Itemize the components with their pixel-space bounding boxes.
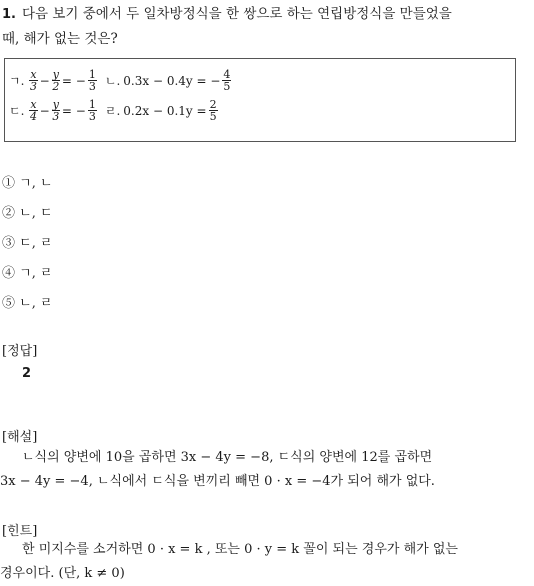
label-rieul: ㄹ. [104, 104, 121, 118]
explanation-heading: [해설] [2, 430, 38, 445]
fraction-denominator: 5 [223, 80, 231, 93]
answer-value: 2 [22, 366, 32, 381]
question [2, 2, 532, 51]
fraction-denominator: 4 [30, 110, 38, 123]
hint-heading: [힌트] [2, 524, 38, 539]
fraction-numerator: 4 [223, 68, 231, 81]
option-4[interactable]: ④ ㄱ, ㄹ [2, 266, 53, 281]
option-1[interactable]: ① ㄱ, ㄴ [2, 176, 53, 191]
question-text-line1: 다음 보기 중에서 두 일차방정식을 한 쌍으로 하는 연립방정식을 만들었을 [21, 6, 452, 22]
fraction-numerator: 2 [209, 98, 217, 111]
fraction-denominator: 3 [88, 80, 96, 93]
choices-box [4, 58, 516, 142]
fraction-1-over-3 [88, 69, 97, 92]
choices-row-2 [9, 99, 220, 122]
option-5[interactable]: ⑤ ㄴ, ㄹ [2, 296, 53, 311]
fraction-x-over-3 [29, 69, 37, 92]
fraction-numerator: x [30, 68, 37, 81]
equals: = − [61, 103, 86, 118]
fraction-1-over-3 [88, 99, 97, 122]
fraction-numerator: x [30, 98, 37, 111]
fraction-denominator: 3 [30, 80, 38, 93]
hint-line1: 한 미지수를 소거하면 0 · x = k , 또는 0 · y = k 꼴이 되는 경우가 해가 없는 [22, 542, 458, 557]
fraction-numerator: y [52, 98, 59, 111]
hint-line2: 경우이다. (단, k ≠ 0) [0, 566, 125, 581]
answer-heading: [정답] [2, 344, 38, 359]
operator: − [39, 103, 50, 118]
fraction-2-over-5 [209, 99, 218, 122]
fraction-denominator: 3 [52, 110, 60, 123]
equation-nieun: 0.3x − 0.4y = − [123, 73, 221, 88]
choices-row-1 [9, 69, 233, 92]
label-giyeok: ㄱ. [9, 74, 25, 88]
question-text-line2: 때, 해가 없는 것은? [2, 31, 118, 47]
fraction-denominator: 5 [209, 110, 217, 123]
question-number: 1. [2, 7, 16, 22]
equals: = − [61, 73, 86, 88]
option-3[interactable]: ③ ㄷ, ㄹ [2, 236, 53, 251]
fraction-numerator: y [52, 68, 59, 81]
fraction-denominator: 3 [88, 110, 96, 123]
label-nieun: ㄴ. [104, 74, 121, 88]
fraction-y-over-3 [52, 99, 60, 122]
option-2[interactable]: ② ㄴ, ㄷ [2, 206, 53, 221]
explanation-body [0, 446, 532, 494]
fraction-numerator: 1 [88, 68, 96, 81]
operator: − [39, 73, 50, 88]
hint-body [0, 538, 532, 586]
explanation-line1: ㄴ식의 양변에 10을 곱하면 3x − 4y = −8, ㄷ식의 양변에 12를 곱하면 [22, 450, 433, 465]
equation-rieul: 0.2x − 0.1y = [123, 103, 207, 118]
explanation-line2: 3x − 4y = −4, ㄴ식에서 ㄷ식을 변끼리 빼면 0 · x = −4가 되어 해가 없다. [0, 474, 435, 489]
fraction-denominator: 2 [52, 80, 60, 93]
fraction-x-over-4 [29, 99, 37, 122]
fraction-4-over-5 [222, 69, 231, 92]
fraction-numerator: 1 [88, 98, 96, 111]
label-digeut: ㄷ. [9, 104, 25, 118]
fraction-y-over-2 [52, 69, 60, 92]
